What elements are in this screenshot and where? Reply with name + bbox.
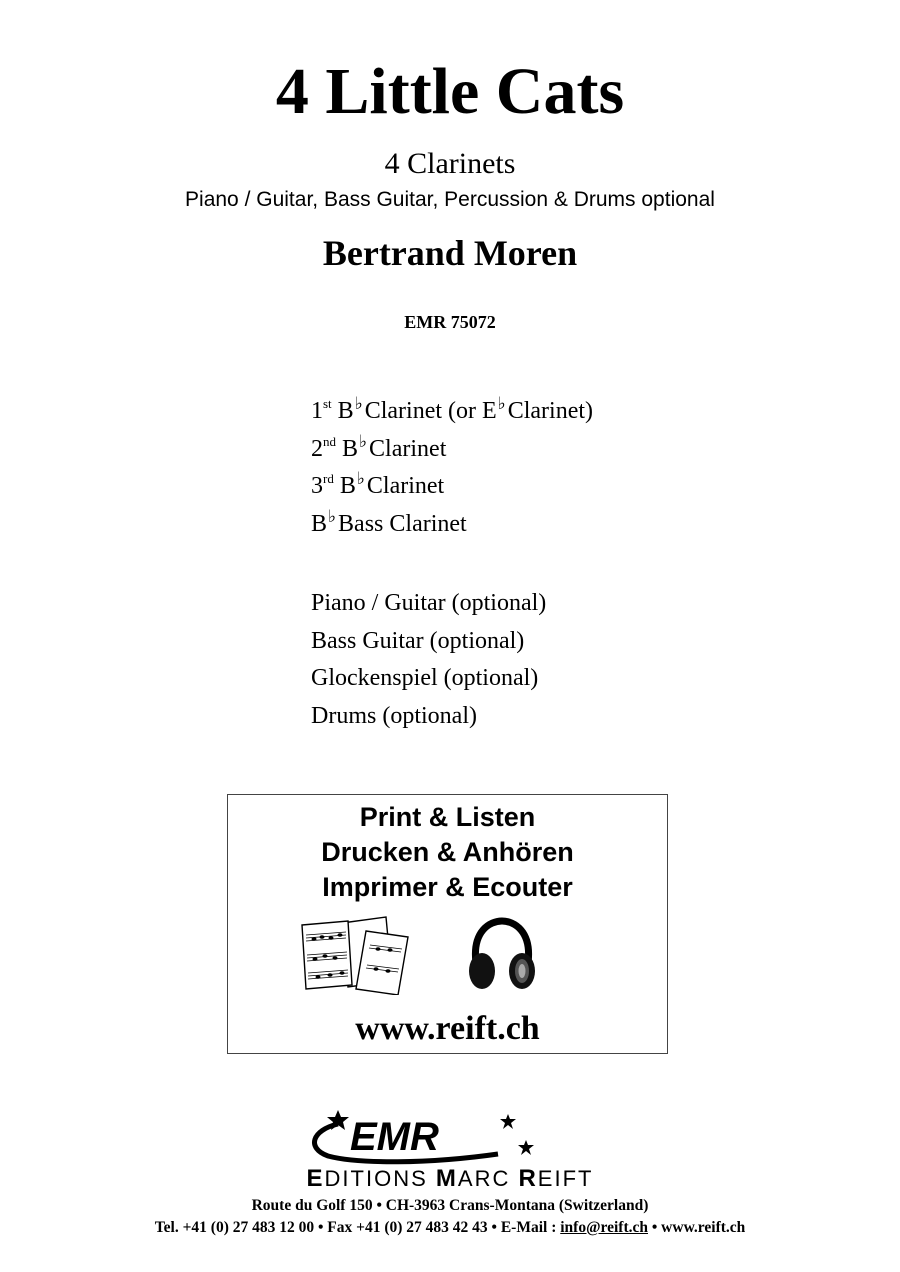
ordinal-suffix: rd [323, 471, 334, 486]
optional-part: Glockenspiel (optional) [311, 665, 539, 691]
headphones-icon [466, 917, 538, 995]
star-icon [500, 1114, 516, 1129]
promo-line-french: Imprimer & Ecouter [322, 872, 573, 902]
logo-text: EMR [350, 1115, 439, 1159]
flat-sign: ♭ [354, 394, 363, 413]
optional-part: Bass Guitar (optional) [311, 627, 525, 654]
part-name-end: Clarinet) [507, 398, 594, 424]
part-ordinal: 3 [311, 473, 323, 499]
flat-sign: ♭ [497, 394, 506, 413]
sheet-music-icon [300, 915, 418, 995]
optional-instruments-line: Piano / Guitar, Bass Guitar, Percussion & Drums optional [185, 188, 715, 211]
catalog-number: EMR 75072 [404, 312, 496, 332]
part-key: B [339, 473, 356, 499]
part-name: Clarinet [369, 435, 447, 462]
publisher-name: EDITIONS MARC REIFT [306, 1165, 594, 1192]
promo-url[interactable]: www.reift.ch [355, 1010, 540, 1047]
publisher-address: Route du Golf 150 • CH-3963 Crans-Montana (Switzerland) [251, 1197, 649, 1214]
ordinal-suffix: st [323, 396, 332, 411]
part-name: Bass Clarinet [338, 510, 467, 537]
ordinal-suffix: nd [323, 433, 336, 449]
part-name: Clarinet (or E [364, 398, 497, 424]
optional-parts-list [311, 585, 546, 735]
part-line [311, 506, 593, 544]
part-line [311, 431, 593, 469]
part-name: Clarinet [366, 473, 445, 499]
promo-line-english: Print & Listen [359, 802, 536, 832]
part-ordinal: 1 [311, 398, 323, 424]
optional-part: Piano / Guitar (optional) [311, 590, 547, 616]
email-link[interactable]: info@reift.ch [560, 1219, 648, 1236]
print-listen-box [227, 794, 668, 1054]
part-ordinal: 2 [311, 435, 323, 462]
main-parts-list [311, 393, 593, 543]
page-title: 4 Little Cats [275, 55, 625, 128]
flat-sign: ♭ [356, 469, 365, 488]
promo-line-german: Drucken & Anhören [321, 837, 574, 867]
part-line [311, 393, 593, 431]
part-key: B [337, 398, 354, 424]
part-key: B [311, 510, 328, 537]
part-line [311, 468, 593, 506]
part-key: B [342, 435, 359, 462]
optional-part: Drums (optional) [311, 702, 477, 729]
publisher-contact: Tel. +41 (0) 27 483 12 00 • Fax +41 (0) 27 483 42 43 • E-Mail : info@reift.ch • www.reift.ch [154, 1219, 746, 1236]
star-icon [518, 1140, 534, 1155]
flat-sign: ♭ [328, 506, 337, 526]
composer-name: Bertrand Moren [322, 233, 578, 273]
flat-sign: ♭ [359, 431, 368, 451]
emr-logo [298, 1104, 548, 1166]
instrumentation: 4 Clarinets [384, 147, 516, 180]
